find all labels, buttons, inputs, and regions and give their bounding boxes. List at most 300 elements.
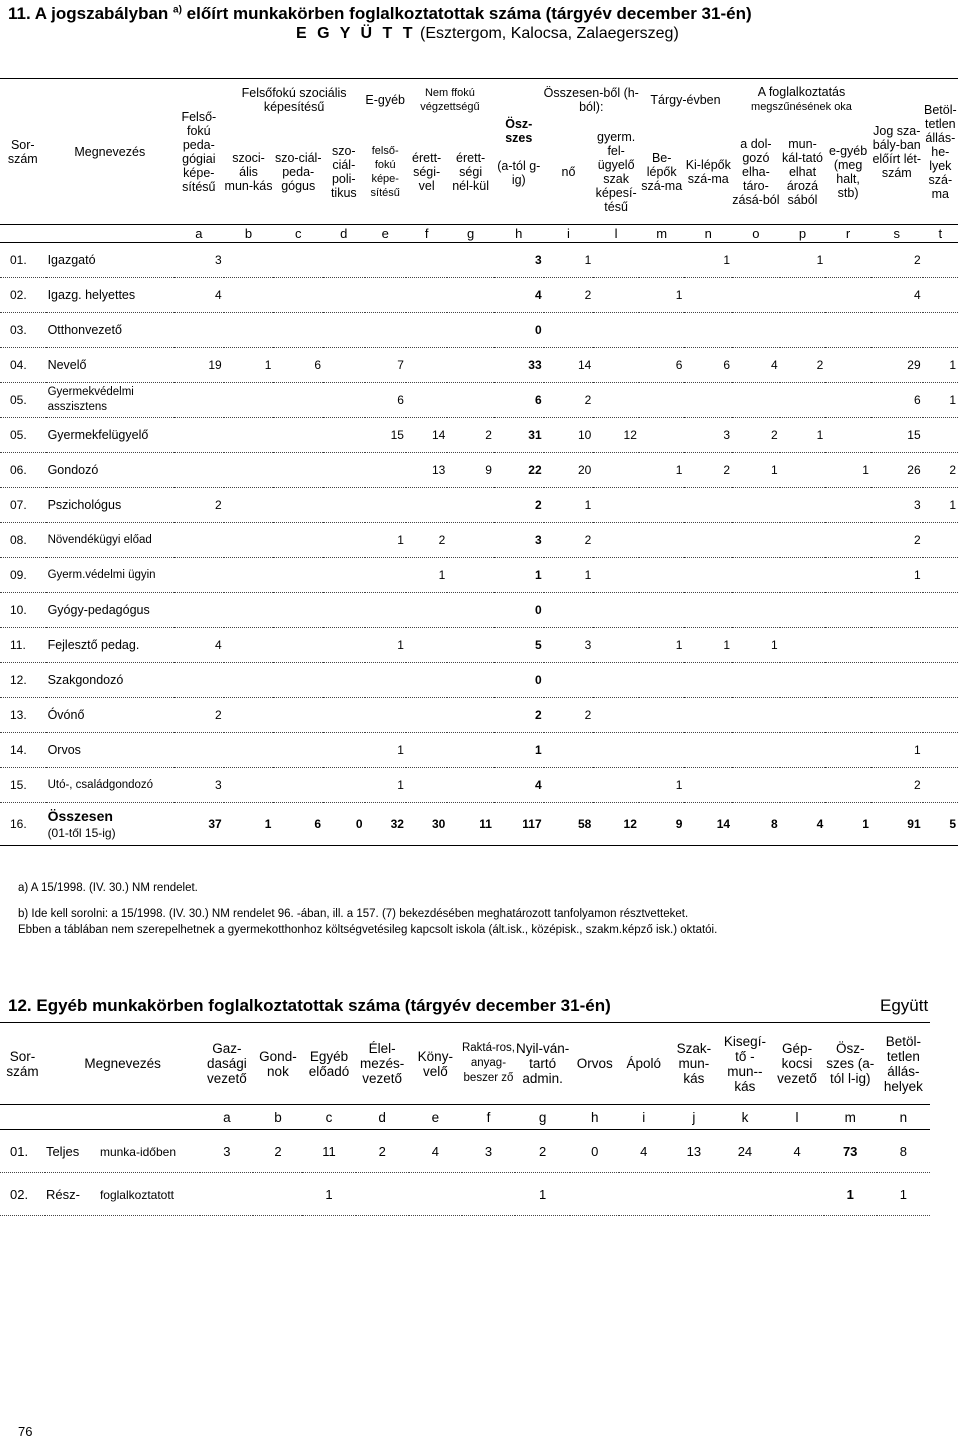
table-cell: 3 <box>494 523 544 558</box>
header-megszunes-group <box>732 79 871 121</box>
table-cell: 2 <box>544 383 594 418</box>
table-cell <box>780 593 826 628</box>
table-cell: 1 <box>923 348 958 383</box>
table-cell <box>593 453 639 488</box>
table-cell: 1 <box>684 628 732 663</box>
header-felsofoku-szocialis-group: Felsőfokú szociális képesítésű <box>241 85 347 114</box>
table-cell <box>825 593 871 628</box>
table-cell <box>732 313 780 348</box>
table-cell: 3 <box>494 243 544 278</box>
table-cell <box>224 523 274 558</box>
table-cell: 8 <box>877 1130 930 1173</box>
table-cell <box>406 383 447 418</box>
table-cell: 2 <box>494 698 544 733</box>
column-letter: i <box>544 225 594 243</box>
table-cell <box>923 768 958 803</box>
header-belepok: Be-lépők szá-ma <box>641 151 683 194</box>
t2-column-header: Gép-kocsi vezető <box>777 1041 817 1086</box>
t2-column-header: Köny-velő <box>417 1048 453 1079</box>
table-cell <box>174 453 224 488</box>
table-cell <box>668 1173 719 1216</box>
table-cell <box>174 313 224 348</box>
table-cell <box>780 313 826 348</box>
table-cell: 4 <box>174 628 224 663</box>
table-cell <box>593 768 639 803</box>
table-cell <box>732 663 780 698</box>
table-cell: 4 <box>494 768 544 803</box>
table-row <box>0 418 958 453</box>
table1 <box>0 78 958 846</box>
table-cell <box>406 313 447 348</box>
total-cell: 14 <box>684 803 732 846</box>
table-cell <box>224 593 274 628</box>
table-cell <box>684 313 732 348</box>
header-sorszam: Sor-szám <box>7 137 38 166</box>
table-cell <box>406 768 447 803</box>
table-cell <box>639 733 685 768</box>
table-cell <box>406 593 447 628</box>
table-cell <box>684 558 732 593</box>
table-cell: 2 <box>447 418 494 453</box>
column-letter: h <box>570 1105 619 1130</box>
header-osszes-sub: (a-tól g-ig) <box>497 158 541 187</box>
table-cell: 15 <box>365 418 406 453</box>
table-cell <box>684 593 732 628</box>
total-row <box>0 803 958 846</box>
table-cell <box>224 418 274 453</box>
table-cell <box>174 558 224 593</box>
table2 <box>0 1022 930 1216</box>
table-cell: 1 <box>639 768 685 803</box>
table-cell: 2 <box>406 523 447 558</box>
table-cell: 24 <box>719 1130 770 1173</box>
table-cell: 2 <box>253 1130 302 1173</box>
row-number: 10. <box>0 593 46 628</box>
table-cell: 31 <box>494 418 544 453</box>
table-cell <box>923 593 958 628</box>
header-szocialpedagogus: szo-ciál-peda-gógus <box>274 151 322 194</box>
table-cell <box>323 348 364 383</box>
table-cell <box>544 663 594 698</box>
table-cell <box>923 558 958 593</box>
table-cell <box>825 733 871 768</box>
t2-column-header: Ápoló <box>626 1056 662 1071</box>
table-row <box>0 593 958 628</box>
row-name: Gondozó <box>46 453 174 488</box>
header-szocialpolitikus: szo-ciál-poli-tikus <box>330 144 357 201</box>
table-cell: 14 <box>406 418 447 453</box>
table1-letter-row <box>0 225 958 243</box>
column-letter: m <box>824 1105 877 1130</box>
table-cell: 1 <box>494 558 544 593</box>
total-cell: 37 <box>174 803 224 846</box>
total-cell: 1 <box>825 803 871 846</box>
total-cell: 58 <box>544 803 594 846</box>
column-letter: r <box>825 225 871 243</box>
table-cell <box>224 383 274 418</box>
table-cell <box>447 383 494 418</box>
table-cell: 2 <box>923 453 958 488</box>
table-cell <box>780 663 826 698</box>
table2-title-right: Együtt <box>880 996 929 1015</box>
table-cell <box>447 768 494 803</box>
table-cell <box>224 698 274 733</box>
table-cell <box>273 383 323 418</box>
row-number: 05. <box>0 418 46 453</box>
table-cell <box>365 453 406 488</box>
header-no: nő <box>561 165 576 180</box>
table-cell: 6 <box>494 383 544 418</box>
table-cell: 12 <box>593 418 639 453</box>
table-cell <box>406 278 447 313</box>
row-number: 13. <box>0 698 46 733</box>
table-cell <box>406 733 447 768</box>
table-cell: 4 <box>871 278 923 313</box>
table-cell <box>323 698 364 733</box>
table1-title <box>8 4 752 24</box>
t2-header-sorszam: Sor-szám <box>6 1048 39 1079</box>
table-cell: 1 <box>302 1173 355 1216</box>
row-number: 01. <box>0 1130 45 1173</box>
row-name: Gyermekvédelmi asszisztens <box>46 383 174 418</box>
header-betoltetlen: Betöl-tetlen állás-he-lyek szá-ma <box>924 102 957 201</box>
column-letter: d <box>323 225 364 243</box>
column-letter: b <box>253 1105 302 1130</box>
table-cell <box>174 593 224 628</box>
table-cell: 6 <box>639 348 685 383</box>
table-cell: 1 <box>639 278 685 313</box>
table-cell <box>719 1173 770 1216</box>
table-cell <box>447 558 494 593</box>
column-letter: e <box>409 1105 462 1130</box>
column-letter: f <box>406 225 447 243</box>
row-number: 11. <box>0 628 46 663</box>
table-cell <box>871 593 923 628</box>
table-cell <box>409 1173 462 1216</box>
table-cell: 2 <box>544 698 594 733</box>
table-cell <box>825 768 871 803</box>
table-cell: 3 <box>174 243 224 278</box>
table-cell <box>780 768 826 803</box>
row-name-main: Rész- <box>45 1186 80 1202</box>
table-cell <box>923 733 958 768</box>
column-letter: s <box>871 225 923 243</box>
table-cell: 11 <box>302 1130 355 1173</box>
table-cell <box>732 243 780 278</box>
table-cell <box>323 663 364 698</box>
t2-column-header: Élel-mezés-vezető <box>360 1041 405 1086</box>
table-cell <box>447 663 494 698</box>
table-cell: 1 <box>544 558 594 593</box>
t2-column-header: Szak-mun-kás <box>676 1041 712 1086</box>
table-cell: 6 <box>684 348 732 383</box>
row-number: 14. <box>0 733 46 768</box>
table-cell <box>923 313 958 348</box>
table-row <box>0 733 958 768</box>
t2-header-megnevezes: Megnevezés <box>84 1056 161 1071</box>
table-cell: 14 <box>544 348 594 383</box>
table-cell <box>273 488 323 523</box>
table-row <box>0 243 958 278</box>
table-cell: 1 <box>824 1173 877 1216</box>
table-cell <box>639 593 685 628</box>
table-cell <box>323 418 364 453</box>
table-cell <box>174 663 224 698</box>
table-cell <box>780 523 826 558</box>
table2-title: 12. Egyéb munkakörben foglalkoztatottak száma (tárgyév december 31-én) <box>8 996 611 1015</box>
table-cell <box>593 733 639 768</box>
table-cell <box>273 768 323 803</box>
table-cell <box>780 698 826 733</box>
table-cell <box>462 1173 515 1216</box>
table-cell <box>825 278 871 313</box>
table-cell: 1 <box>365 523 406 558</box>
table-cell <box>323 488 364 523</box>
table-cell <box>593 558 639 593</box>
t2-column-header: Nyil-ván-tartó admin. <box>515 1041 570 1086</box>
table-cell <box>447 523 494 558</box>
table-cell: 29 <box>871 348 923 383</box>
table2-body <box>0 1130 930 1216</box>
row-name: Szakgondozó <box>46 663 174 698</box>
table-cell: 2 <box>684 453 732 488</box>
table2-letter-row <box>0 1105 930 1130</box>
table-cell <box>174 733 224 768</box>
total-cell: 8 <box>732 803 780 846</box>
row-name: Fejlesztő pedag. <box>46 628 174 663</box>
table-row <box>0 698 958 733</box>
table1-title-footnote-mark: a) <box>173 4 182 16</box>
table-cell: 2 <box>544 278 594 313</box>
table-row <box>0 523 958 558</box>
row-name: Növendékügyi előad <box>46 523 174 558</box>
table-cell <box>224 313 274 348</box>
table-cell <box>593 523 639 558</box>
table-cell <box>365 558 406 593</box>
table1-title-suffix: előírt munkakörben foglalkoztatottak száma (tárgyév december 31-én) <box>186 4 752 23</box>
table-cell <box>224 278 274 313</box>
t2-column-header: Gond-nok <box>259 1048 297 1079</box>
table-cell: 1 <box>923 488 958 523</box>
table-cell <box>323 523 364 558</box>
row-number: 07. <box>0 488 46 523</box>
table-cell <box>684 733 732 768</box>
row-name: Pszichológus <box>46 488 174 523</box>
table-cell <box>593 383 639 418</box>
table-cell <box>825 663 871 698</box>
table-cell <box>273 663 323 698</box>
table-cell: 1 <box>406 558 447 593</box>
table-cell: 6 <box>365 383 406 418</box>
row-name: Gyerm.védelmi ügyin <box>46 558 174 593</box>
t2-column-header: Gaz-dasági vezető <box>206 1041 247 1086</box>
column-letter: n <box>877 1105 930 1130</box>
table-cell <box>825 348 871 383</box>
column-letter: g <box>447 225 494 243</box>
t2-column-header: Kisegí-tő - mun--kás <box>723 1033 766 1094</box>
table-row <box>0 348 958 383</box>
table-cell <box>447 243 494 278</box>
column-letter: d <box>356 1105 409 1130</box>
header-gyerm-felugyelo: gyerm. fel-ügyelő szak képesí-tésű <box>595 130 637 215</box>
table-cell <box>871 698 923 733</box>
table-cell: 0 <box>494 313 544 348</box>
table-cell <box>447 733 494 768</box>
total-cell: 0 <box>323 803 364 846</box>
table1-subtitle-bold: E G Y Ü T T <box>296 25 416 42</box>
header-egyeb-ok: e-gyéb (meg halt, stb) <box>828 144 868 201</box>
table-row <box>0 1130 930 1173</box>
row-name <box>45 1173 200 1216</box>
row-number: 05. <box>0 383 46 418</box>
table-cell: 1 <box>494 733 544 768</box>
table-cell <box>923 418 958 453</box>
table-cell: 1 <box>923 383 958 418</box>
table-cell: 1 <box>732 628 780 663</box>
table-cell <box>732 278 780 313</box>
table-cell <box>174 418 224 453</box>
table-cell: 1 <box>684 243 732 278</box>
column-letter: l <box>770 1105 823 1130</box>
row-name: Otthonvezető <box>46 313 174 348</box>
table-cell <box>406 628 447 663</box>
table-cell: 4 <box>409 1130 462 1173</box>
table-cell: 3 <box>544 628 594 663</box>
table-cell <box>544 593 594 628</box>
table-row <box>0 558 958 593</box>
table-cell <box>593 488 639 523</box>
table-cell <box>770 1173 823 1216</box>
table-cell <box>780 628 826 663</box>
table-cell <box>732 558 780 593</box>
row-number: 02. <box>0 1173 45 1216</box>
table-cell <box>639 243 685 278</box>
table-cell <box>253 1173 302 1216</box>
row-name-main: Teljes <box>45 1143 80 1159</box>
table-cell <box>780 558 826 593</box>
table-cell: 20 <box>544 453 594 488</box>
table-cell <box>593 348 639 383</box>
table-cell: 6 <box>871 383 923 418</box>
row-number: 02. <box>0 278 46 313</box>
table-cell: 7 <box>365 348 406 383</box>
table-cell <box>273 278 323 313</box>
table-cell <box>871 313 923 348</box>
row-number: 08. <box>0 523 46 558</box>
table-cell <box>593 663 639 698</box>
table-cell <box>570 1173 619 1216</box>
table-cell: 4 <box>732 348 780 383</box>
row-name-sub: munka-időben <box>99 1144 177 1159</box>
table-cell: 1 <box>544 488 594 523</box>
table-cell: 1 <box>365 733 406 768</box>
table-cell: 3 <box>871 488 923 523</box>
total-cell: 1 <box>224 803 274 846</box>
total-cell: 5 <box>923 803 958 846</box>
table-cell: 4 <box>174 278 224 313</box>
table-row <box>0 1173 930 1216</box>
header-felsofoku-pedagogiai: Felső-fokú peda-gógiai képe-sítésű <box>181 109 217 194</box>
table-cell <box>780 488 826 523</box>
table-cell <box>593 278 639 313</box>
table1-subtitle-rest: (Esztergom, Kalocsa, Zalaegerszeg) <box>420 25 679 42</box>
table-cell <box>923 698 958 733</box>
table-cell <box>732 488 780 523</box>
table-cell <box>684 768 732 803</box>
table-cell <box>684 278 732 313</box>
table-cell <box>639 558 685 593</box>
table-row <box>0 768 958 803</box>
table-cell: 1 <box>639 453 685 488</box>
total-cell: 32 <box>365 803 406 846</box>
table-cell <box>273 523 323 558</box>
table-cell <box>447 348 494 383</box>
table-cell <box>780 278 826 313</box>
table-cell <box>323 453 364 488</box>
table-cell: 2 <box>871 243 923 278</box>
table-cell: 6 <box>273 348 323 383</box>
header-megnevezes: Megnevezés <box>74 144 146 159</box>
table-cell: 1 <box>224 348 274 383</box>
table-cell: 2 <box>515 1130 570 1173</box>
table-cell: 0 <box>570 1130 619 1173</box>
header-targyevben-group: Tárgy-évben <box>650 92 721 107</box>
table-cell: 3 <box>462 1130 515 1173</box>
header-erettsegi-nelkul: érett-ségi nél-kül <box>452 151 490 194</box>
column-letter: i <box>619 1105 668 1130</box>
table-cell: 4 <box>619 1130 668 1173</box>
table-cell: 1 <box>365 768 406 803</box>
table-cell <box>593 313 639 348</box>
table1-title-prefix: 11. A jogszabályban <box>8 4 169 23</box>
table-cell: 2 <box>356 1130 409 1173</box>
column-letter: h <box>494 225 544 243</box>
row-name <box>45 1130 200 1173</box>
total-cell: 11 <box>447 803 494 846</box>
header-jogszabalyban: Jog sza-bály-ban előírt lét-szám <box>872 123 922 180</box>
table-cell: 2 <box>494 488 544 523</box>
table-cell <box>732 733 780 768</box>
total-cell: 6 <box>273 803 323 846</box>
table-cell: 3 <box>174 768 224 803</box>
table-cell: 19 <box>174 348 224 383</box>
total-cell: 9 <box>639 803 685 846</box>
total-cell: 117 <box>494 803 544 846</box>
header-megszunes-line2: megszűnésének oka <box>751 101 852 114</box>
table-cell: 33 <box>494 348 544 383</box>
table-cell <box>447 698 494 733</box>
column-letter: a <box>174 225 224 243</box>
table-cell <box>323 278 364 313</box>
table-cell: 2 <box>174 488 224 523</box>
table-cell <box>323 768 364 803</box>
table-cell <box>825 698 871 733</box>
table-cell <box>406 698 447 733</box>
table-cell <box>447 313 494 348</box>
column-letter: f <box>462 1105 515 1130</box>
table-cell <box>224 453 274 488</box>
row-number: 09. <box>0 558 46 593</box>
table-cell <box>780 383 826 418</box>
row-number: 04. <box>0 348 46 383</box>
table-cell <box>732 698 780 733</box>
table-cell <box>639 313 685 348</box>
table-cell <box>273 698 323 733</box>
header-erettsegivel: érett-ségi-vel <box>412 151 442 194</box>
t2-column-header: Betöl-tetlen állás-helyek <box>883 1033 923 1094</box>
row-name: Gyógy-pedagógus <box>46 593 174 628</box>
table-cell <box>639 418 685 453</box>
